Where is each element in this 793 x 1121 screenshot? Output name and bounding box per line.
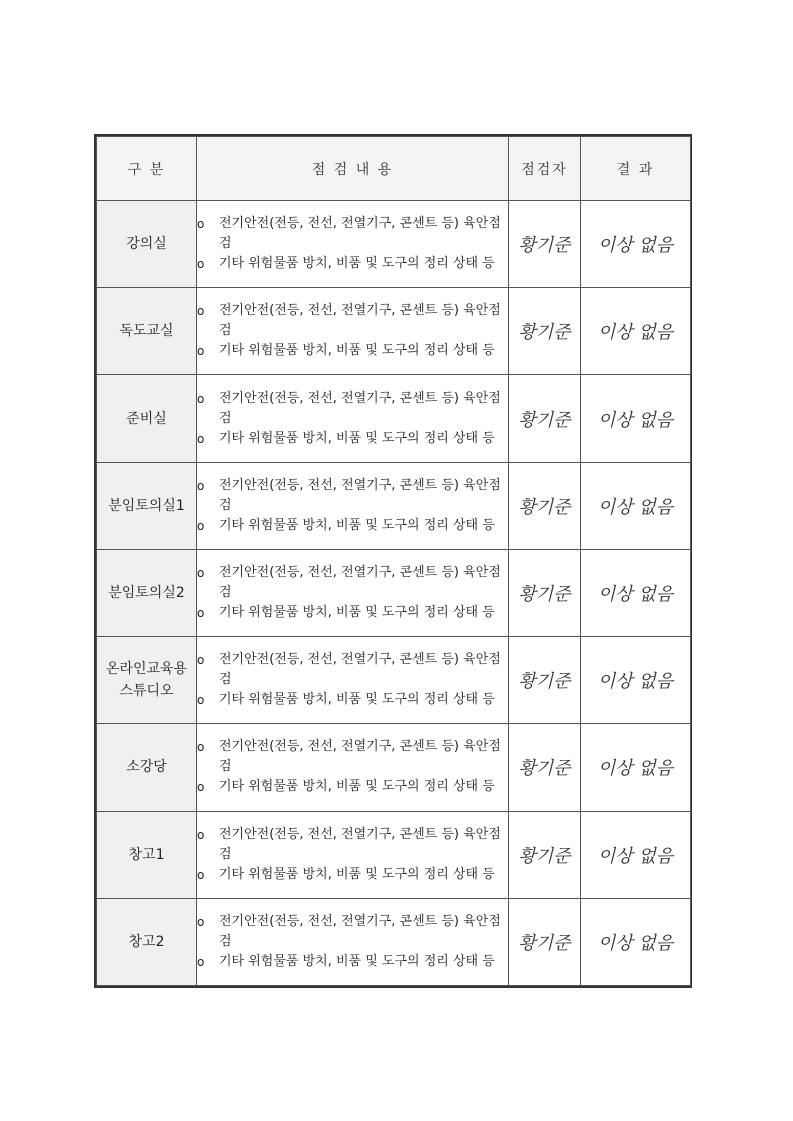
check-item-text: 기타 위험물품 방치, 비품 및 도구의 정리 상태 등 xyxy=(219,604,495,620)
content-cell xyxy=(197,724,509,811)
check-item-electrical xyxy=(197,912,508,952)
bullet-icon: o xyxy=(197,344,205,359)
bullet-icon: o xyxy=(197,391,205,406)
content-cell xyxy=(197,201,509,288)
table-row xyxy=(97,724,691,811)
table-body xyxy=(97,201,691,986)
check-item-text: 전기안전(전등, 전선, 전열기구, 콘센트 등) 육안점검 xyxy=(219,477,501,513)
result-cell: 이상 없음 xyxy=(581,288,691,375)
table-row xyxy=(97,549,691,636)
inspector-signature: 황기준 xyxy=(509,549,581,636)
bullet-icon: o xyxy=(197,304,205,319)
bullet-icon: o xyxy=(197,217,205,232)
check-item-electrical xyxy=(197,563,508,603)
check-item-electrical xyxy=(197,214,508,254)
check-item-text: 기타 위험물품 방치, 비품 및 도구의 정리 상태 등 xyxy=(219,866,495,882)
check-item-hazard xyxy=(197,690,508,710)
inspector-signature: 황기준 xyxy=(509,724,581,811)
table-row xyxy=(97,375,691,462)
bullet-icon: o xyxy=(197,827,205,842)
inspector-signature: 황기준 xyxy=(509,462,581,549)
area-cell: 분임토의실2 xyxy=(97,549,197,636)
bullet-icon: o xyxy=(197,954,205,969)
check-item-hazard xyxy=(197,341,508,361)
check-item-hazard xyxy=(197,429,508,449)
result-cell: 이상 없음 xyxy=(581,811,691,898)
check-item-hazard xyxy=(197,865,508,885)
area-cell: 소강당 xyxy=(97,724,197,811)
header-row xyxy=(97,137,691,201)
bullet-icon: o xyxy=(197,518,205,533)
table-row xyxy=(97,462,691,549)
check-item-electrical xyxy=(197,389,508,429)
content-cell xyxy=(197,898,509,985)
table-row xyxy=(97,898,691,985)
area-cell: 분임토의실1 xyxy=(97,462,197,549)
area-cell: 준비실 xyxy=(97,375,197,462)
result-cell: 이상 없음 xyxy=(581,201,691,288)
result-cell: 이상 없음 xyxy=(581,724,691,811)
bullet-icon: o xyxy=(197,605,205,620)
check-item-text: 전기안전(전등, 전선, 전열기구, 콘센트 등) 육안점검 xyxy=(219,913,501,949)
header-result: 결 과 xyxy=(581,137,691,201)
check-item-text: 기타 위험물품 방치, 비품 및 도구의 정리 상태 등 xyxy=(219,779,495,795)
check-item-text: 전기안전(전등, 전선, 전열기구, 콘센트 등) 육안점검 xyxy=(219,652,501,688)
content-cell xyxy=(197,811,509,898)
check-item-text: 기타 위험물품 방치, 비품 및 도구의 정리 상태 등 xyxy=(219,430,495,446)
content-cell xyxy=(197,637,509,724)
bullet-icon: o xyxy=(197,780,205,795)
result-cell: 이상 없음 xyxy=(581,462,691,549)
inspection-sheet xyxy=(94,134,692,988)
result-cell: 이상 없음 xyxy=(581,549,691,636)
bullet-icon: o xyxy=(197,565,205,580)
check-item-text: 기타 위험물품 방치, 비품 및 도구의 정리 상태 등 xyxy=(219,517,495,533)
content-cell xyxy=(197,288,509,375)
bullet-icon: o xyxy=(197,653,205,668)
check-item-text: 전기안전(전등, 전선, 전열기구, 콘센트 등) 육안점검 xyxy=(219,303,501,339)
check-item-text: 기타 위험물품 방치, 비품 및 도구의 정리 상태 등 xyxy=(219,256,495,272)
check-item-text: 전기안전(전등, 전선, 전열기구, 콘센트 등) 육안점검 xyxy=(219,826,501,862)
result-cell: 이상 없음 xyxy=(581,898,691,985)
header-area: 구 분 xyxy=(97,137,197,201)
area-cell: 온라인교육용 스튜디오 xyxy=(97,637,197,724)
content-cell xyxy=(197,549,509,636)
area-cell: 강의실 xyxy=(97,201,197,288)
check-item-text: 전기안전(전등, 전선, 전열기구, 콘센트 등) 육안점검 xyxy=(219,564,501,600)
check-item-electrical xyxy=(197,301,508,341)
check-item-text: 전기안전(전등, 전선, 전열기구, 콘센트 등) 육안점검 xyxy=(219,390,501,426)
bullet-icon: o xyxy=(197,914,205,929)
table-row xyxy=(97,288,691,375)
inspector-signature: 황기준 xyxy=(509,811,581,898)
table-row xyxy=(97,637,691,724)
check-item-hazard xyxy=(197,777,508,797)
bullet-icon: o xyxy=(197,257,205,272)
check-item-text: 전기안전(전등, 전선, 전열기구, 콘센트 등) 육안점검 xyxy=(219,739,501,775)
check-item-hazard xyxy=(197,952,508,972)
check-item-text: 기타 위험물품 방치, 비품 및 도구의 정리 상태 등 xyxy=(219,343,495,359)
result-cell: 이상 없음 xyxy=(581,637,691,724)
check-item-hazard xyxy=(197,603,508,623)
table-row xyxy=(97,811,691,898)
check-item-hazard xyxy=(197,254,508,274)
check-item-text: 전기안전(전등, 전선, 전열기구, 콘센트 등) 육안점검 xyxy=(219,216,501,252)
inspector-signature: 황기준 xyxy=(509,898,581,985)
bullet-icon: o xyxy=(197,693,205,708)
header-content: 점 검 내 용 xyxy=(197,137,509,201)
check-item-electrical xyxy=(197,825,508,865)
inspector-signature: 황기준 xyxy=(509,637,581,724)
bullet-icon: o xyxy=(197,867,205,882)
area-cell: 독도교실 xyxy=(97,288,197,375)
inspection-table xyxy=(96,136,691,986)
bullet-icon: o xyxy=(197,431,205,446)
inspector-signature: 황기준 xyxy=(509,288,581,375)
area-cell: 창고1 xyxy=(97,811,197,898)
area-cell: 창고2 xyxy=(97,898,197,985)
check-item-text: 기타 위험물품 방치, 비품 및 도구의 정리 상태 등 xyxy=(219,692,495,708)
header-inspector: 점검자 xyxy=(509,137,581,201)
result-cell: 이상 없음 xyxy=(581,375,691,462)
check-item-electrical xyxy=(197,650,508,690)
check-item-hazard xyxy=(197,516,508,536)
bullet-icon: o xyxy=(197,740,205,755)
content-cell xyxy=(197,462,509,549)
check-item-text: 기타 위험물품 방치, 비품 및 도구의 정리 상태 등 xyxy=(219,953,495,969)
inspector-signature: 황기준 xyxy=(509,375,581,462)
check-item-electrical xyxy=(197,476,508,516)
check-item-electrical xyxy=(197,737,508,777)
inspector-signature: 황기준 xyxy=(509,201,581,288)
content-cell xyxy=(197,375,509,462)
bullet-icon: o xyxy=(197,478,205,493)
table-row xyxy=(97,201,691,288)
